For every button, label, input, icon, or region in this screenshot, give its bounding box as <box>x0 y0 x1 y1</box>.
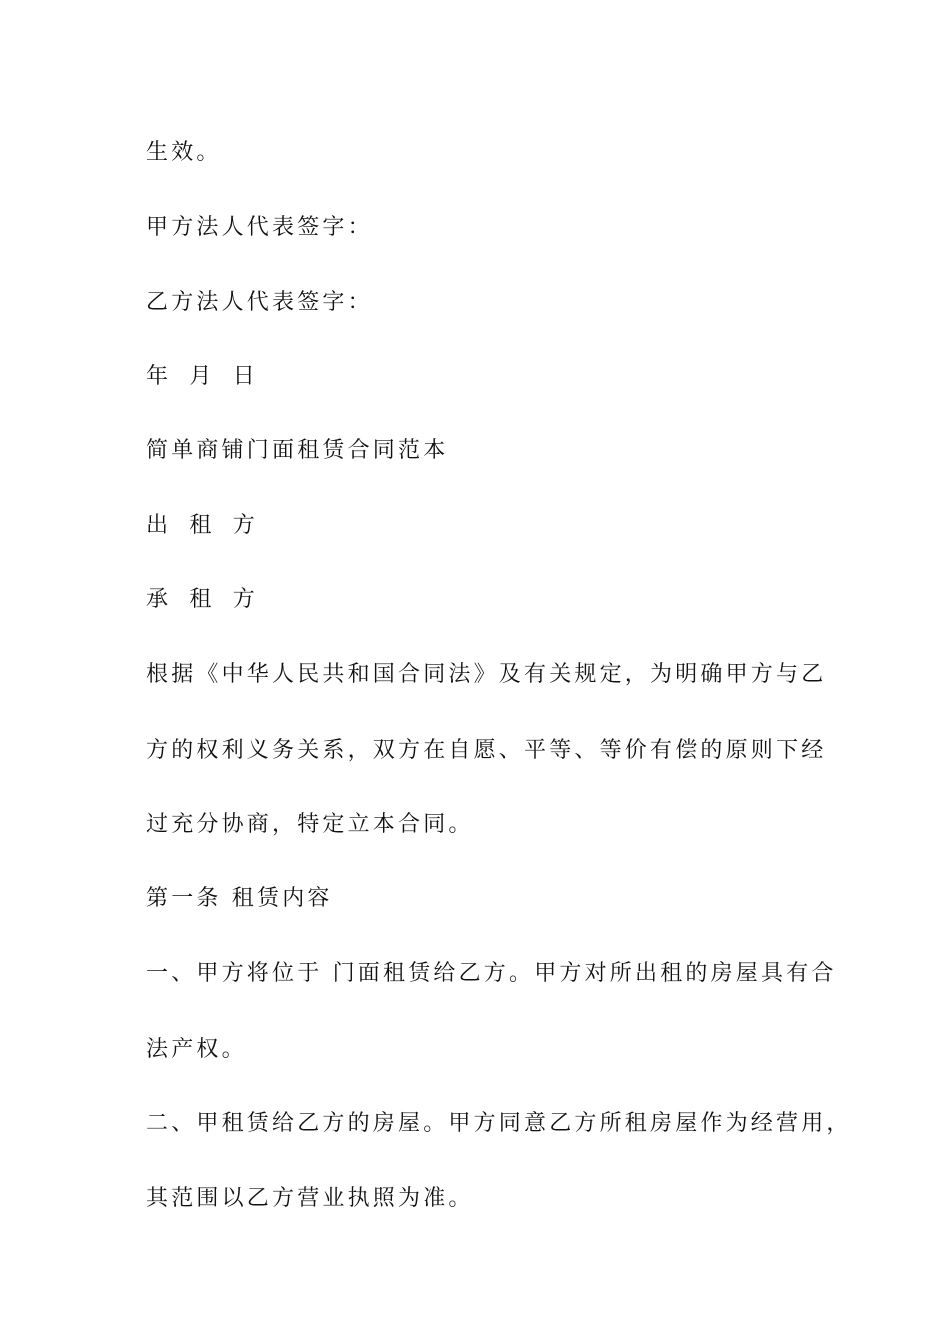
article-one-item-1-line-2: 法产权。 <box>146 1037 247 1062</box>
text-line-effective: 生效。 <box>146 140 222 165</box>
text-line-party-a-signature: 甲方法人代表签字： <box>146 215 373 240</box>
article-one-item-1-line-1: 一、甲方将位于 门面租赁给乙方。甲方对所出租的房屋具有合 <box>146 961 837 986</box>
article-one-item-2-line-1: 二、甲租赁给乙方的房屋。甲方同意乙方所租房屋作为经营用， <box>146 1111 852 1136</box>
text-line-lessee: 承 租 方 <box>146 587 258 612</box>
contract-title: 简单商铺门面租赁合同范本 <box>146 438 449 463</box>
article-one-item-2-line-2: 其范围以乙方营业执照为准。 <box>146 1186 474 1211</box>
text-line-date: 年 月 日 <box>146 364 258 389</box>
text-line-party-b-signature: 乙方法人代表签字： <box>146 290 373 315</box>
paragraph-intro-line-3: 过充分协商，特定立本合同。 <box>146 812 474 837</box>
article-one-heading: 第一条 租赁内容 <box>146 886 333 911</box>
text-line-lessor: 出 租 方 <box>146 513 258 538</box>
paragraph-intro-line-2: 方的权利义务关系，双方在自愿、平等、等价有偿的原则下经 <box>146 738 827 763</box>
paragraph-intro-line-1: 根据《中华人民共和国合同法》及有关规定，为明确甲方与乙 <box>146 662 827 687</box>
